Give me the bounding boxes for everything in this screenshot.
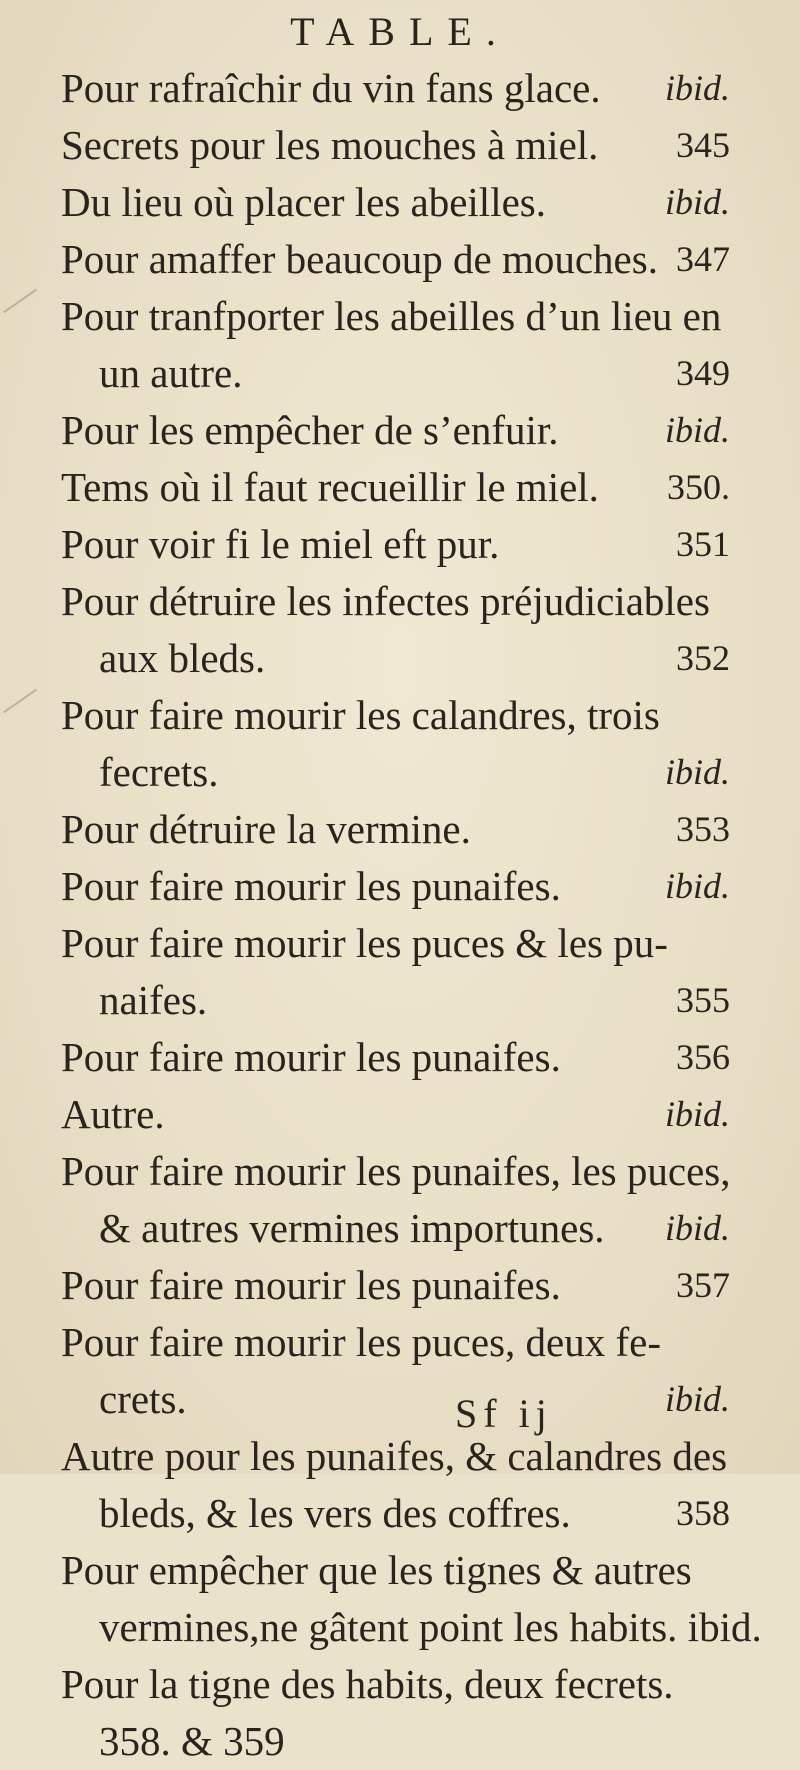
toc-line <box>0 60 800 117</box>
toc-entry-text: Autre pour les punaifes, & calandres des <box>61 1433 728 1479</box>
toc-entry-text: Pour amaffer beaucoup de mouches. <box>61 236 658 282</box>
toc-line <box>0 1599 800 1656</box>
toc-entry-text: naifes. <box>99 977 208 1023</box>
toc-page-number: 349 <box>676 353 730 393</box>
toc-page-number: 347 <box>676 239 730 279</box>
toc-page-number: ibid. <box>664 182 730 222</box>
toc-entry-text: Pour voir fi le miel eft pur. <box>61 521 500 567</box>
toc-line <box>0 972 800 1029</box>
toc-entry-text: vermines,ne gâtent point les habits. ibid. <box>99 1604 762 1650</box>
toc-entry-text: Autre. <box>61 1091 165 1137</box>
toc-line <box>0 1542 800 1599</box>
toc-page-number: ibid. <box>664 752 730 792</box>
running-head: TABLE. <box>290 9 510 54</box>
toc-line <box>0 1143 800 1200</box>
toc-page-number: ibid. <box>664 866 730 906</box>
toc-entry-text: Pour empêcher que les tignes & autres <box>61 1547 692 1593</box>
toc-entry-text: Pour rafraîchir du vin fans glace. <box>61 65 601 111</box>
toc-line <box>0 744 800 801</box>
toc-page-number: ibid. <box>664 1094 730 1134</box>
toc-entry-text: Pour faire mourir les puces, deux fe- <box>61 1319 661 1365</box>
toc-page-number: ibid. <box>664 410 730 450</box>
toc-line <box>0 402 800 459</box>
toc-line <box>0 1713 800 1770</box>
toc-entry-text: bleds, & les vers des coffres. <box>99 1490 571 1536</box>
toc-line <box>0 231 800 288</box>
toc-page-number: 345 <box>676 125 730 165</box>
toc-line <box>0 1314 800 1371</box>
toc-page-number: 350. <box>667 467 730 507</box>
toc-page-number: 351 <box>676 524 730 564</box>
toc-line <box>0 1371 800 1428</box>
toc-entry-text: Pour les empêcher de s’enfuir. <box>61 407 559 453</box>
signature-mark: Sf ij <box>455 1391 553 1436</box>
toc-line <box>0 288 800 345</box>
toc-page-number: ibid. <box>664 1379 730 1419</box>
toc-page-number: 355 <box>676 980 730 1020</box>
toc-entry-text: Pour tranfporter les abeilles d’un lieu en <box>61 293 722 339</box>
toc-line <box>0 1485 800 1542</box>
toc-page-number: 357 <box>676 1265 730 1305</box>
toc-line <box>0 915 800 972</box>
toc-page-number: 353 <box>676 809 730 849</box>
toc-line <box>0 630 800 687</box>
toc-entry-text: Pour faire mourir les punaifes. <box>61 1034 561 1080</box>
toc-entry-text: Pour détruire la vermine. <box>61 806 471 852</box>
toc-line <box>0 1200 800 1257</box>
toc-line <box>0 687 800 744</box>
toc-page-number: ibid. <box>664 68 730 108</box>
toc-line <box>0 174 800 231</box>
toc-line <box>0 1086 800 1143</box>
toc-line <box>0 1428 800 1485</box>
toc-line <box>0 858 800 915</box>
toc-entry-text: Pour faire mourir les puces & les pu- <box>61 920 668 966</box>
toc-entry-text: Pour faire mourir les punaifes. <box>61 863 561 909</box>
toc-line <box>0 573 800 630</box>
toc-line <box>0 345 800 402</box>
toc-page-number: 356 <box>676 1037 730 1077</box>
toc-entry-text: Secrets pour les mouches à miel. <box>61 122 599 168</box>
table-of-contents <box>0 60 800 1770</box>
toc-entry-text: 358. & 359 <box>99 1718 285 1764</box>
toc-entry-text: Pour la tigne des habits, deux fecrets. <box>61 1661 674 1707</box>
toc-entry-text: crets. <box>99 1376 187 1422</box>
toc-entry-text: Pour faire mourir les punaifes. <box>61 1262 561 1308</box>
toc-page-number: 358 <box>676 1493 730 1533</box>
toc-line <box>0 117 800 174</box>
toc-entry-text: Pour faire mourir les punaifes, les puces, <box>61 1148 731 1194</box>
toc-line <box>0 516 800 573</box>
toc-entry-text: Pour faire mourir les calandres, trois <box>61 692 660 738</box>
toc-line <box>0 459 800 516</box>
toc-entry-text: Pour détruire les infectes préjudiciables <box>61 578 710 624</box>
toc-entry-text: Tems où il faut recueillir le miel. <box>61 464 599 510</box>
toc-line <box>0 1029 800 1086</box>
toc-entry-text: Du lieu où placer les abeilles. <box>61 179 546 225</box>
toc-entry-text: un autre. <box>99 350 243 396</box>
toc-page-number: ibid. <box>664 1208 730 1248</box>
toc-page-number: 352 <box>676 638 730 678</box>
toc-entry-text: & autres vermines importunes. <box>99 1205 605 1251</box>
toc-line <box>0 801 800 858</box>
toc-entry-text: fecrets. <box>99 749 219 795</box>
toc-entry-text: aux bleds. <box>99 635 266 681</box>
toc-line <box>0 1656 800 1713</box>
toc-line <box>0 1257 800 1314</box>
